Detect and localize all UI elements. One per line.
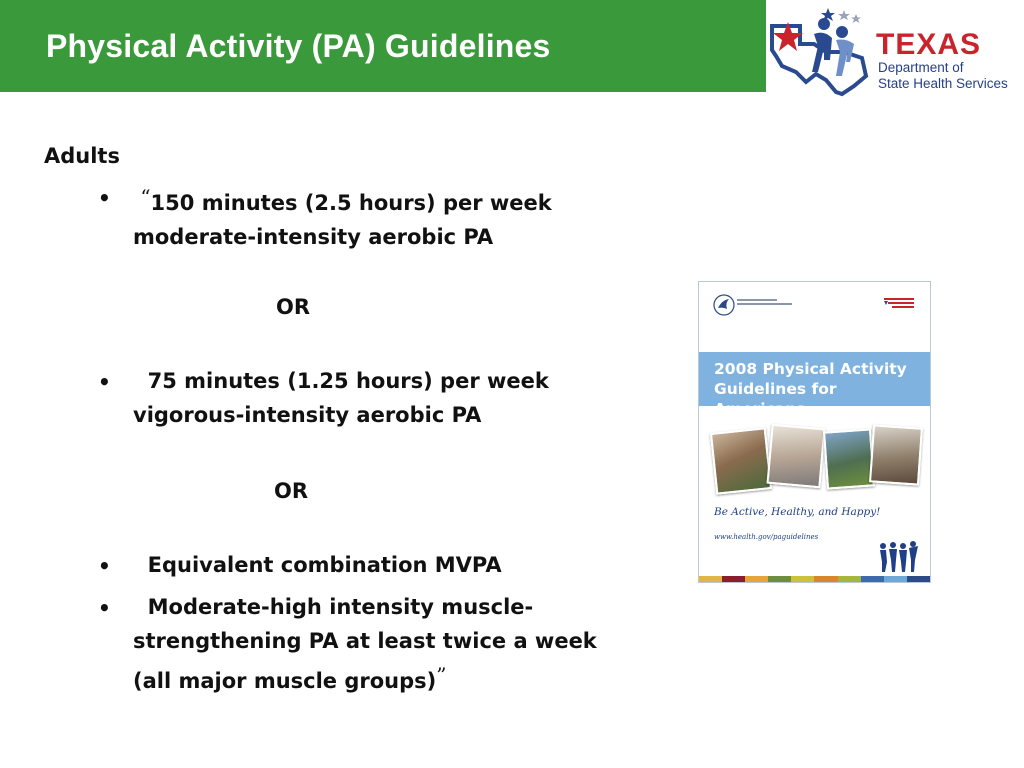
or-separator: OR (274, 479, 309, 503)
bullet-line: Moderate-high intensity muscle- (147, 595, 534, 619)
open-quote: “ (140, 185, 151, 209)
logo-dept-line1: Department of (878, 60, 964, 75)
cover-url: www.health.gov/paguidelines (714, 533, 819, 541)
active-people-silhouette-icon (877, 540, 921, 574)
cover-stripe-segment (814, 576, 837, 582)
bullet-marker: • (98, 186, 111, 210)
bullet-combination (133, 548, 653, 582)
slide-title: Physical Activity (PA) Guidelines (46, 28, 551, 64)
cover-stripe-segment (838, 576, 861, 582)
cover-stripe-segment (791, 576, 814, 582)
hhs-text-lines (737, 298, 817, 308)
cover-stripe-segment (722, 576, 745, 582)
bullet-line: vigorous-intensity aerobic PA (133, 403, 482, 427)
bullet-line: moderate-intensity aerobic PA (133, 225, 494, 249)
cover-title-line1: 2008 Physical Activity (714, 360, 907, 378)
cover-color-stripe (699, 576, 930, 582)
cover-stripe-segment (884, 576, 907, 582)
bullet-line: 75 minutes (1.25 hours) per week (147, 369, 549, 393)
texas-logo-icon (766, 0, 876, 98)
bullet-line: (all major muscle groups) (133, 669, 437, 693)
walking-photo (823, 428, 875, 489)
exercise-ball-photo (766, 424, 825, 488)
close-quote: ” (436, 663, 447, 687)
or-separator: OR (276, 295, 311, 319)
bullet-marker: • (98, 554, 111, 578)
cover-title-line2: Guidelines for Americans (714, 380, 837, 418)
bullet-muscle-strengthening (133, 590, 653, 698)
healthy-people-flag-icon (882, 296, 918, 312)
cover-stripe-segment (861, 576, 884, 582)
hhs-eagle-icon (713, 294, 735, 316)
logo-wordmark: TEXAS (876, 28, 982, 61)
cover-stripe-segment (745, 576, 768, 582)
bullet-150-minutes (133, 180, 653, 254)
bullet-line: 150 minutes (2.5 hours) per week (150, 191, 552, 215)
bullet-marker: • (98, 370, 111, 394)
logo-department (878, 60, 1008, 92)
guidelines-booklet-cover (698, 281, 931, 583)
cover-stripe-segment (907, 576, 930, 582)
bullet-line: Equivalent combination MVPA (147, 553, 502, 577)
cover-stripe-segment (699, 576, 722, 582)
section-title: Adults (44, 144, 120, 168)
bullet-75-minutes (133, 364, 653, 432)
cover-tagline: Be Active, Healthy, and Happy! (714, 506, 881, 518)
cover-stripe-segment (768, 576, 791, 582)
cover-title (714, 359, 924, 419)
logo-dept-line2: State Health Services (878, 76, 1008, 91)
bullet-marker: • (98, 596, 111, 620)
family-photo (710, 427, 772, 495)
bullet-line: strengthening PA at least twice a week (133, 629, 597, 653)
senior-photo (869, 424, 923, 485)
